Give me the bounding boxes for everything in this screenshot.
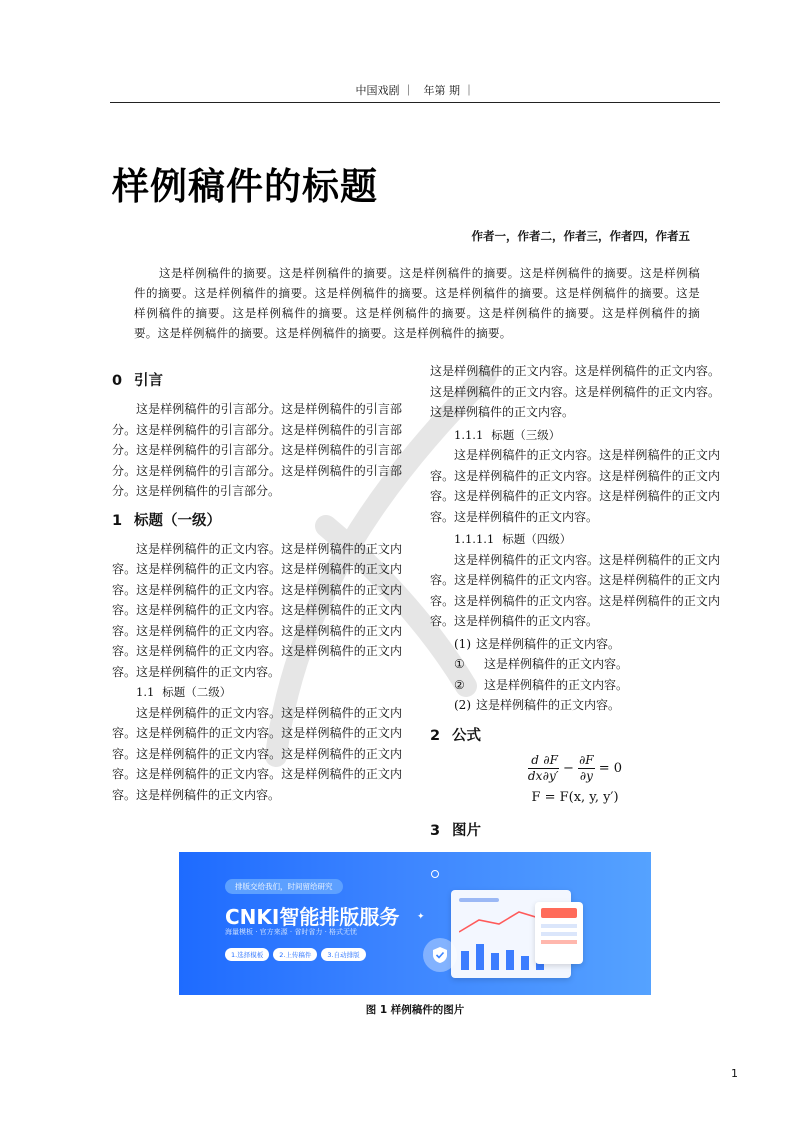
- section-number: 1: [112, 512, 123, 529]
- denominator: dx: [527, 768, 543, 783]
- numerator: d: [528, 753, 542, 769]
- banner-title: CNKI智能排版服务: [225, 905, 400, 929]
- section-heading: [112, 370, 402, 392]
- fraction: [578, 753, 595, 784]
- list-marker: ①: [454, 657, 465, 671]
- shield-icon: [423, 938, 457, 972]
- list-text: 这是样例稿件的正文内容。: [484, 677, 629, 692]
- author-list: 作者一，作者二，作者三，作者四，作者五: [471, 229, 690, 243]
- list-marker: (2): [454, 698, 471, 712]
- list-marker: ②: [454, 677, 465, 692]
- section-number: 0: [112, 373, 123, 389]
- decor-circle: [431, 870, 439, 878]
- running-header: [110, 82, 720, 98]
- right-column: [430, 361, 720, 842]
- fraction: [542, 753, 559, 784]
- header-separator: ｜: [403, 84, 414, 97]
- bar-group: [461, 936, 544, 970]
- illustration-bar: [476, 944, 484, 970]
- header-separator: ｜: [463, 84, 475, 97]
- subsection-title: 标题（二级）: [162, 685, 232, 699]
- numerator: ∂F: [579, 752, 594, 767]
- body-paragraph: 这是样例稿件的正文内容。这是样例稿件的正文内容。这是样例稿件的正文内容。这是样例稿件的正文内容。这是样例稿件的正文内容。这是样例稿件的正文内容。这是样例稿件的正文内容。这是样例稿件的正文内容。这是样例稿件的正文内容。这是样例稿件的正文内容。这是样例稿件的正文内容。这是样例稿件的正文内容。这是样例稿件的正文内容。: [112, 541, 402, 679]
- list-item: [454, 654, 720, 675]
- list-text: 这是样例稿件的正文内容。: [476, 636, 621, 651]
- body-paragraph: 这是样例稿件的正文内容。这是样例稿件的正文内容。这是样例稿件的正文内容。这是样例稿件的正文内容。这是样例稿件的正文内容。这是样例稿件的正文内容。这是样例稿件的正文内容。: [430, 448, 720, 524]
- subsection-number: 1.1: [136, 685, 155, 699]
- subsection-number: 1.1.1: [454, 427, 484, 442]
- minus-sign: −: [563, 760, 574, 776]
- fraction: [528, 753, 542, 784]
- page-number: 1: [731, 1067, 738, 1080]
- list-text: 这是样例稿件的正文内容。: [476, 698, 621, 712]
- banner-subtitle: 海量模板 · 官方来源 · 省时省力 · 格式无忧: [225, 928, 358, 936]
- step-chip: 2.上传稿件: [273, 948, 317, 961]
- section-number: 2: [430, 727, 441, 744]
- numerator: ∂F: [543, 752, 558, 767]
- illustration-bar: [461, 951, 469, 970]
- subsection-heading: [136, 682, 402, 703]
- list-marker: (1): [454, 636, 471, 651]
- body-paragraph-continued: 这是样例稿件的正文内容。这是样例稿件的正文内容。这是样例稿件的正文内容。这是样例稿件的正文内容。这是样例稿件的正文内容。: [430, 364, 720, 419]
- subsection-title: 标题（四级）: [502, 532, 572, 546]
- section-title: 图片: [452, 823, 481, 839]
- list-item: [454, 695, 720, 716]
- list-item: [454, 675, 720, 696]
- denominator: ∂y′: [542, 768, 559, 783]
- equals-zero: = 0: [598, 760, 623, 776]
- equation-2: F = F(x, y, y′): [531, 789, 619, 805]
- subsection-heading-level3: [454, 425, 720, 446]
- banner-steps: [225, 948, 366, 961]
- issue-label: 年第 期: [423, 84, 460, 97]
- banner-tag: 排版交给我们，时间留给研究: [225, 879, 343, 894]
- list-item: [454, 634, 720, 655]
- sparkle-icon: ✦: [417, 912, 425, 922]
- section-title: 公式: [452, 727, 481, 744]
- abstract: 这是样例稿件的摘要。这是样例稿件的摘要。这是样例稿件的摘要。这是样例稿件的摘要。这是样例稿件的摘要。这是样例稿件的摘要。这是样例稿件的摘要。这是样例稿件的摘要。这是样例稿件的摘要。这是样例稿件的摘要。这是样例稿件的摘要。这是样例稿件的摘要。这是样例稿件的摘要。这是样例稿件的摘要。这是样例稿件的摘要。这是样例稿件的摘要。这是样例稿件的摘要。: [134, 266, 700, 340]
- subsection-heading-level4: [454, 529, 720, 550]
- illustration-bar: [491, 953, 499, 970]
- paper-title: 样例稿件的标题: [112, 165, 378, 208]
- list-text: 这是样例稿件的正文内容。: [484, 657, 629, 671]
- header-rule: [110, 102, 720, 103]
- left-column: [112, 370, 402, 805]
- step-chip: 1.选择模板: [225, 948, 269, 961]
- body-paragraph: 这是样例稿件的正文内容。这是样例稿件的正文内容。这是样例稿件的正文内容。这是样例稿件的正文内容。这是样例稿件的正文内容。这是样例稿件的正文内容。这是样例稿件的正文内容。: [430, 552, 720, 628]
- section-title: 引言: [134, 373, 163, 389]
- step-chip: 3.自动排版: [321, 948, 365, 961]
- section-heading: [112, 510, 402, 532]
- equation-1: [430, 753, 720, 784]
- intro-paragraph: 这是样例稿件的引言部分。这是样例稿件的引言部分。这是样例稿件的引言部分。这是样例稿件的引言部分。这是样例稿件的引言部分。这是样例稿件的引言部分。这是样例稿件的引言部分。这是样例稿件的引言部分。这是样例稿件的引言部分。: [112, 402, 402, 498]
- section-heading: [430, 820, 720, 842]
- section-number: 3: [430, 823, 441, 839]
- denominator: ∂y: [579, 768, 593, 783]
- journal-name: 中国戏剧: [355, 84, 400, 97]
- illustration-bar: [521, 956, 529, 970]
- subsection-title: 标题（三级）: [491, 427, 561, 442]
- section-title: 标题（一级）: [134, 512, 221, 529]
- side-card: [535, 902, 583, 964]
- illustration-bar: [506, 950, 514, 970]
- body-paragraph: 这是样例稿件的正文内容。这是样例稿件的正文内容。这是样例稿件的正文内容。这是样例稿件的正文内容。这是样例稿件的正文内容。这是样例稿件的正文内容。这是样例稿件的正文内容。这是样例稿件的正文内容。这是样例稿件的正文内容。: [112, 705, 402, 802]
- figure-caption: 图 1 样例稿件的图片: [365, 1004, 465, 1016]
- subsection-number: 1.1.1.1: [454, 532, 495, 546]
- section-heading: [430, 725, 720, 747]
- figure-image: [179, 852, 651, 995]
